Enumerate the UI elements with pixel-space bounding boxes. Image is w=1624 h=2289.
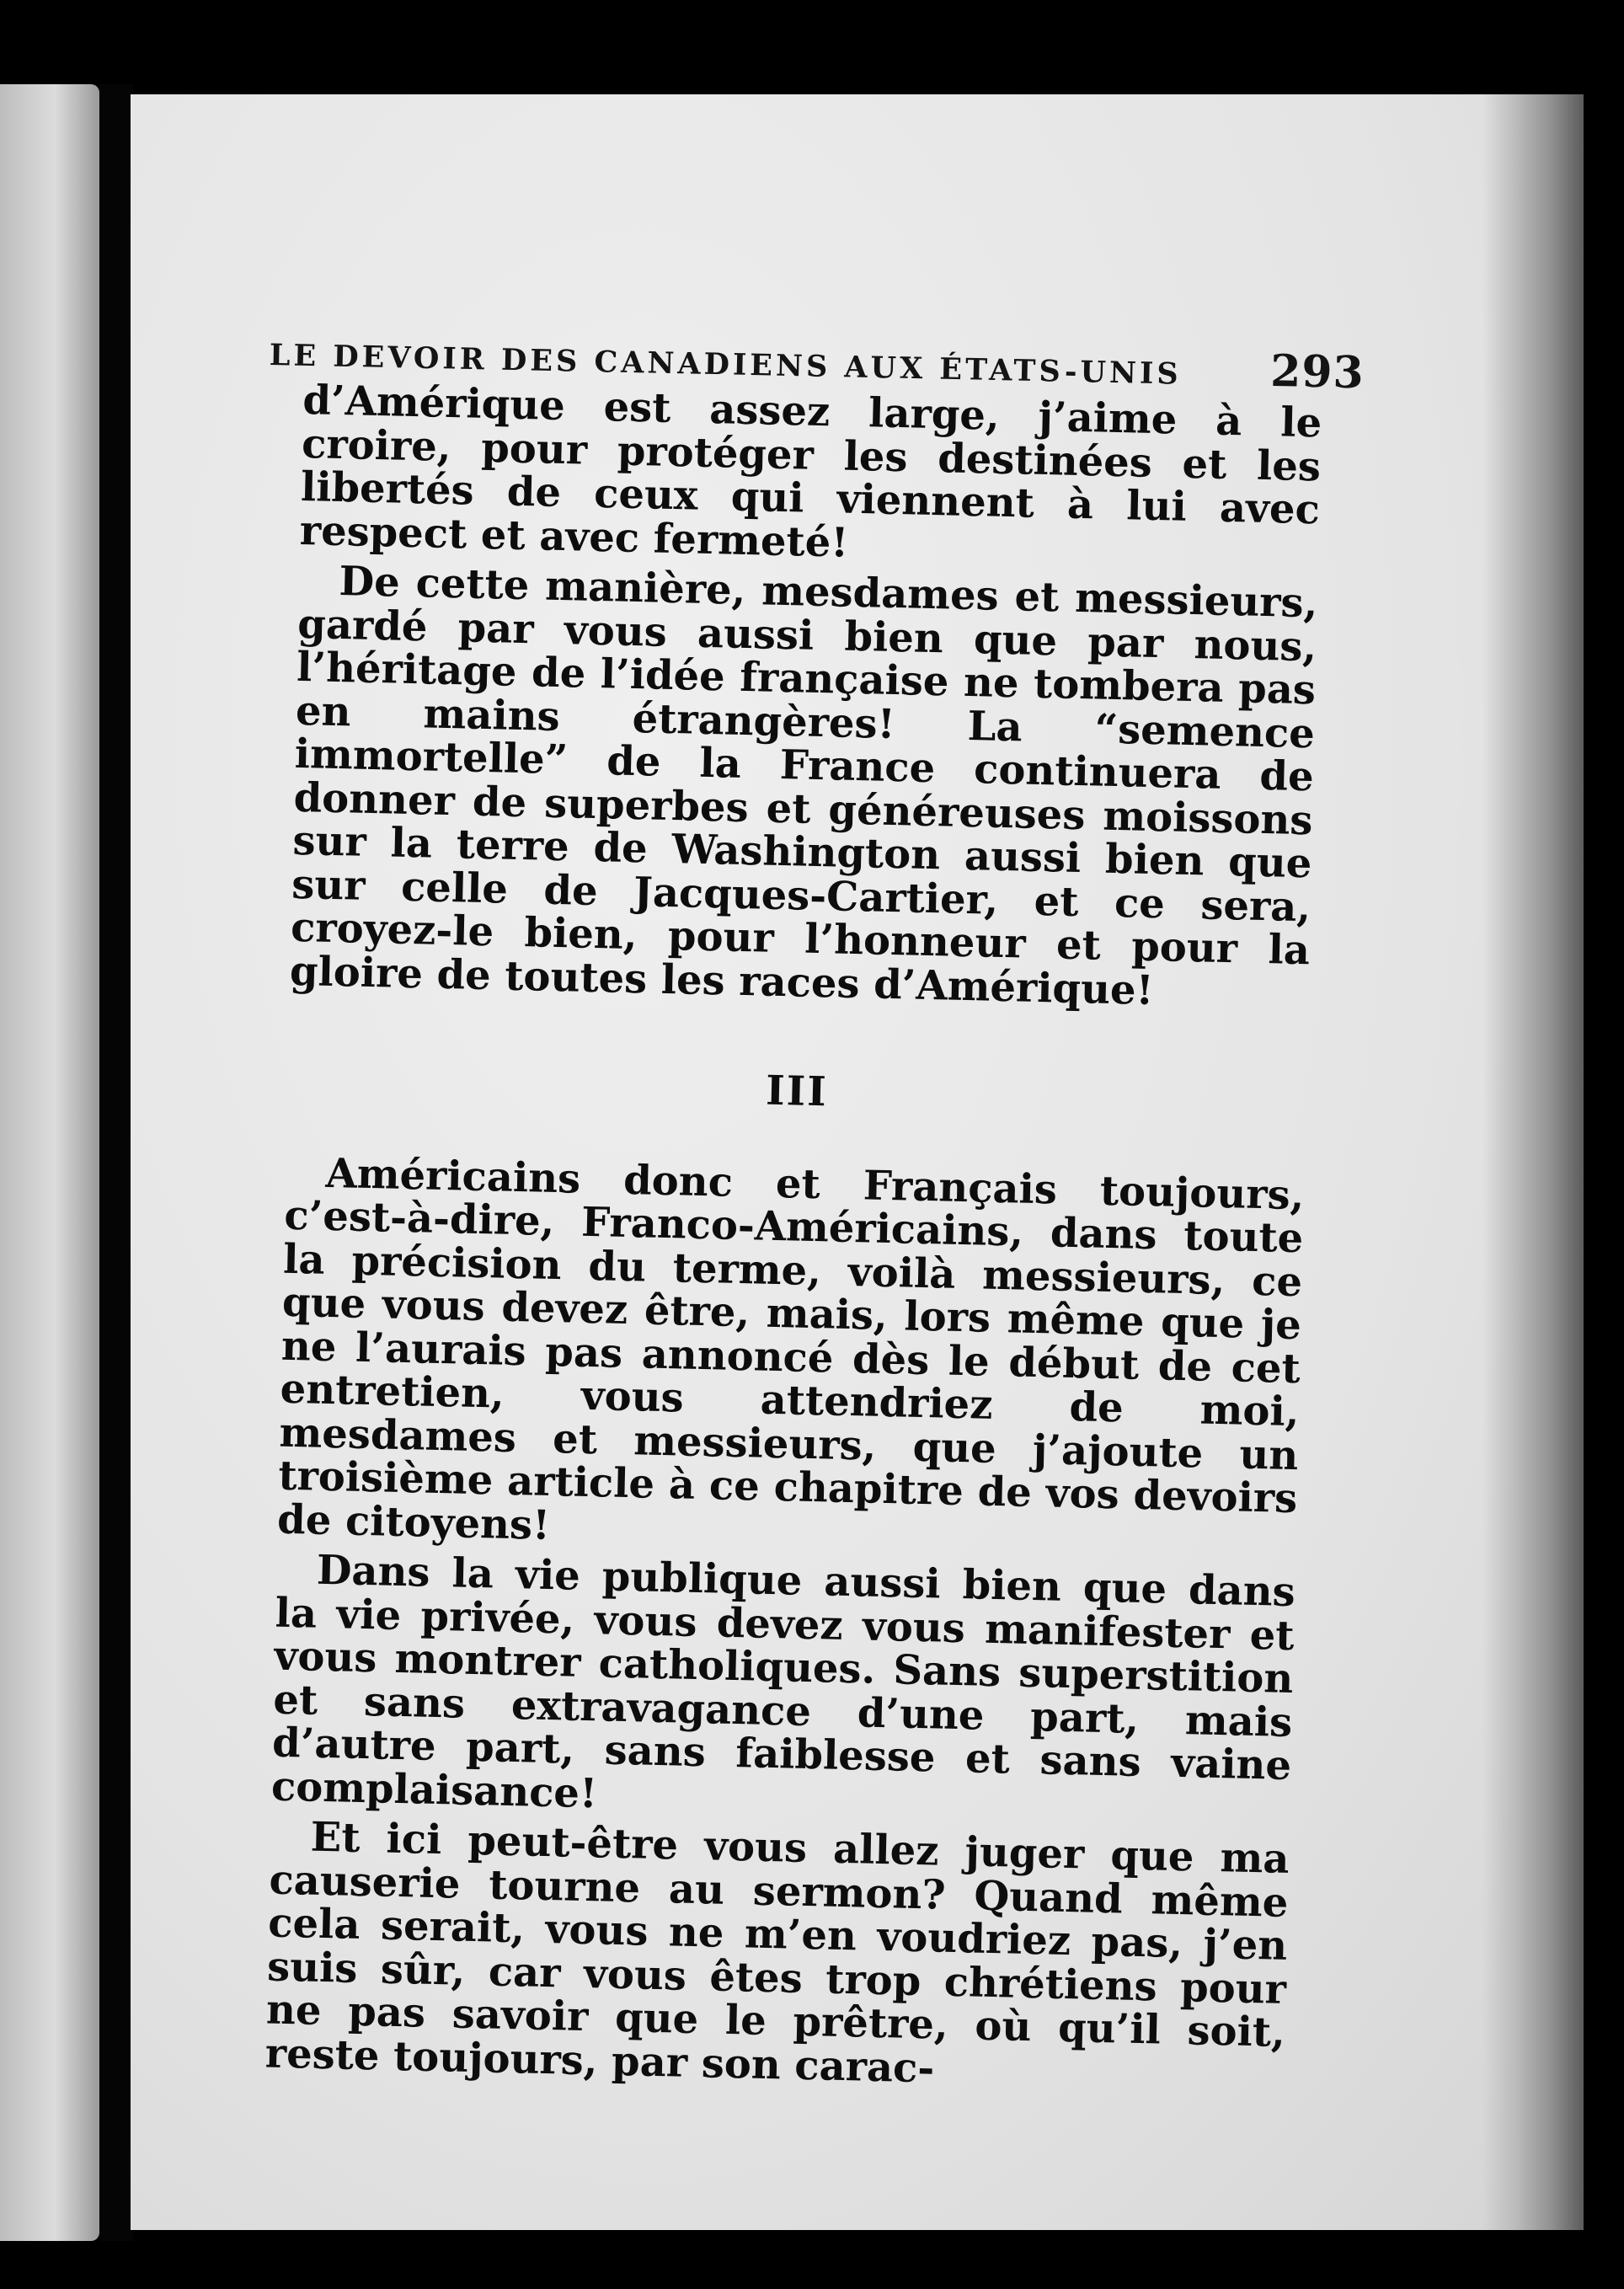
- book-gutter-shadow: [99, 84, 133, 2241]
- paragraph: De cette manière, mesdames et messieurs, gardé par vous aussi bien que par nous, l’héritage de l’idée française ne tombera pas en mains étrangères! La “semence immortelle” de la France continuera de donner de superbes et généreuses moissons sur la terre de Washington aussi bien que sur celle de Jacques-Cartier, et ce sera, croyez-le bien, pour l’honneur et pour la gloire de toutes les races d’Amérique!: [289, 558, 1318, 1014]
- page-number: 293: [1269, 345, 1365, 399]
- body-text: [264, 379, 1322, 2099]
- running-title: LE DEVOIR DES CANADIENS AUX ÉTATS-UNIS: [269, 338, 1183, 392]
- paragraph: Et ici peut-être vous allez juger que ma causerie tourne au sermon? Quand même cela serait, vous ne m’en voudriez pas, j’en suis sûr, car vous êtes trop chrétiens pour ne pas savoir que le prêtre, où qu’il soit, reste toujours, par son carac-: [264, 1813, 1290, 2093]
- facing-page-edge: [0, 84, 99, 2241]
- page-edge-shading: [1482, 94, 1584, 2230]
- paragraph-continued: d’Amérique est assez large, j’aime à le croire, pour protéger les destinées et les libertés de ceux qui viennent à lui avec respect et avec fermeté!: [299, 377, 1322, 567]
- section-heading: III: [765, 1067, 829, 1116]
- paragraph: Américains donc et Français toujours, c’est-à-dire, Franco-Américains, dans toute la précision du terme, voilà messieurs, ce que vous devez être, mais, lors même que je ne l’aurais pas annoncé dès le début de cet entretien, vous attendriez de moi, mesdames et messieurs, que j’ajoute un troisième article à ce chapitre de vos devoirs de citoyens!: [276, 1149, 1305, 1549]
- paragraph: Dans la vie publique aussi bien que dans la vie privée, vous devez vous manifester et vous montrer catholiques. Sans superstition et sans extravagance d’une part, mais d’autre part, sans faiblesse et sans vaine complaisance!: [270, 1546, 1296, 1817]
